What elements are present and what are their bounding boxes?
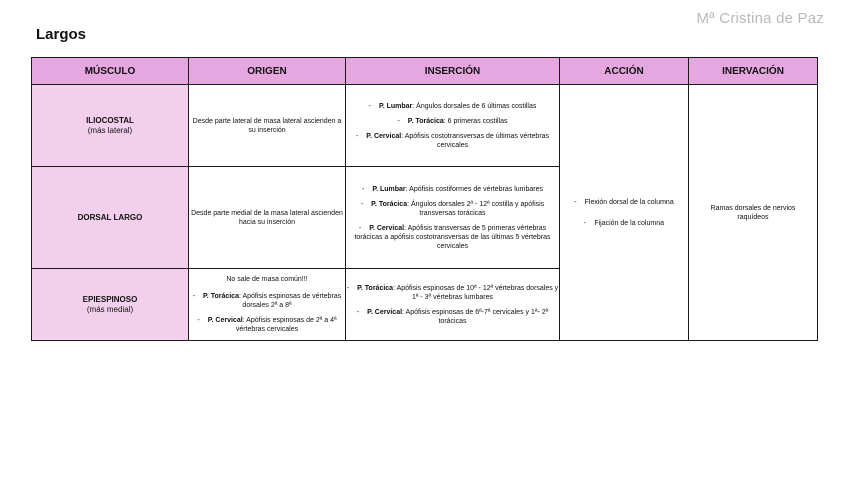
origen-cell: Desde parte lateral de masa lateral ascienden a su inserción — [189, 85, 346, 167]
header-origen: ORIGEN — [189, 58, 346, 85]
list-item: - P. Lumbar: Apófisis costiformes de vértebras lumbares — [361, 185, 543, 193]
list-item: - P. Torácica: Apófisis espinosas de 10ª - 12ª vértebras dorsales y 1ª - 3ª vértebras lumbares — [346, 284, 559, 301]
table-row — [32, 85, 818, 167]
header-insercion: INSERCIÓN — [346, 58, 560, 85]
table-header-row — [32, 58, 818, 85]
author-label: Mª Cristina de Paz — [696, 10, 824, 27]
list-item: - P. Torácica: 6 primeras costillas — [397, 117, 508, 125]
list-item: - P. Torácica: Ángulos dorsales 2ª - 12ª costilla y apófisis transversas torácicas — [360, 200, 545, 217]
muscle-name: DORSAL LARGO — [77, 212, 143, 222]
inervacion-cell: Ramas dorsales de nervios raquídeos — [689, 85, 818, 341]
muscles-table — [31, 57, 818, 341]
header-musculo: MÚSCULO — [32, 58, 189, 85]
origen-cell: Desde parte medial de la masa lateral ascienden hacia su inserción — [189, 167, 346, 269]
list-item: - P. Cervical: Apófisis espinosas de 2ª a 4ª vértebras cervicales — [197, 317, 337, 333]
list-item: - P. Lumbar: Ángulos dorsales de 6 últimas costillas — [368, 102, 537, 110]
insercion-cell — [346, 269, 560, 341]
list-item: - P. Cervical: Apófisis transversas de 5 primeras vértebras torácicas a apófisis costotransversas de las últimas 5 vértebras cervicales — [354, 224, 551, 250]
muscle-name: EPIESPINOSO — [82, 294, 138, 304]
origen-note: No sale de masa común!!! — [226, 276, 308, 283]
header-accion: ACCIÓN — [560, 58, 689, 85]
muscle-cell-epiespinoso — [32, 269, 189, 341]
list-item: - P. Cervical: Apófisis costotransversas de últimas vértebras cervicales — [355, 132, 550, 149]
muscle-subtitle: (más lateral) — [87, 125, 133, 135]
muscle-name: ILIOCOSTAL — [86, 115, 134, 125]
accion-cell — [560, 85, 689, 341]
list-item: - P. Torácica: Apófisis espinosas de vértebras dorsales 2ª a 8ª — [192, 293, 342, 309]
insercion-cell — [346, 167, 560, 269]
muscle-cell-dorsal-largo — [32, 167, 189, 269]
header-inervacion: INERVACIÓN — [689, 58, 818, 85]
page-title: Largos — [36, 26, 87, 43]
muscle-subtitle: (más medial) — [86, 304, 134, 314]
list-item: - P. Cervical: Apófisis espinosas de 6ª-7ª cervicales y 1ª- 2ª torácicas — [356, 308, 549, 325]
insercion-cell — [346, 85, 560, 167]
list-item: - Fijación de la columna — [584, 219, 664, 227]
list-item: - Flexión dorsal de la columna — [574, 198, 674, 206]
muscle-cell-iliocostal — [32, 85, 189, 167]
origen-cell — [189, 269, 346, 341]
